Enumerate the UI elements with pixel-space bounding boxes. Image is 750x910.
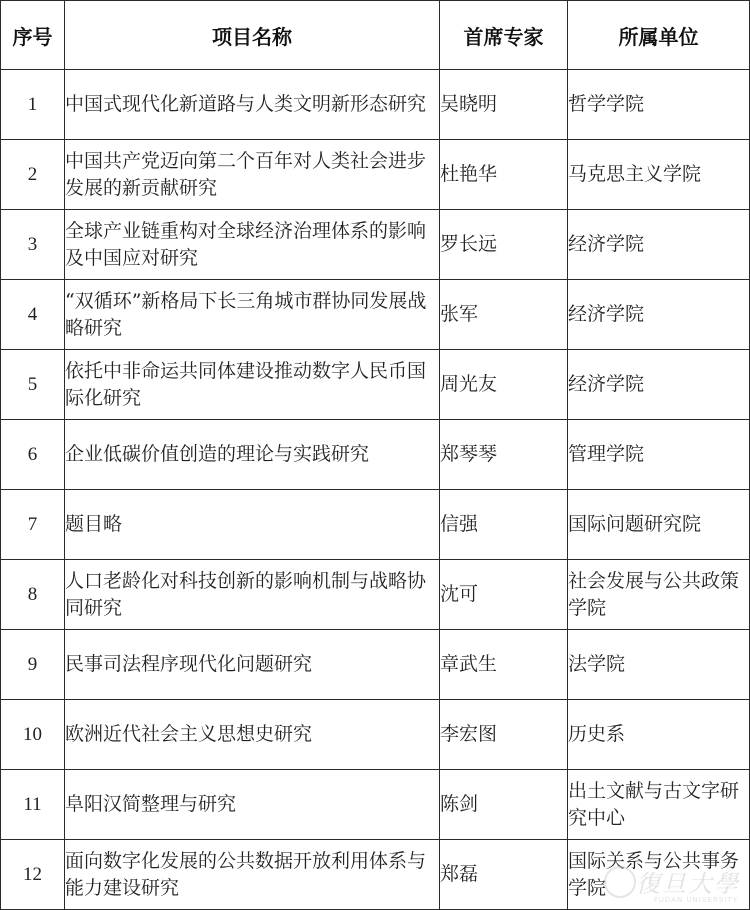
- project-name: 民事司法程序现代化问题研究: [65, 630, 440, 700]
- row-index: 10: [1, 700, 65, 770]
- table-row: [1, 420, 750, 490]
- chief-expert: 章武生: [440, 630, 568, 700]
- chief-expert: 吴晓明: [440, 70, 568, 140]
- affiliated-unit: 法学院: [568, 630, 750, 700]
- row-index: 1: [1, 70, 65, 140]
- row-index: 11: [1, 770, 65, 840]
- header-unit: 所属单位: [568, 1, 750, 70]
- affiliated-unit: 出土文献与古文字研究中心: [568, 770, 750, 840]
- chief-expert: 杜艳华: [440, 140, 568, 210]
- chief-expert: 罗长远: [440, 210, 568, 280]
- table-row: [1, 490, 750, 560]
- affiliated-unit: 经济学院: [568, 280, 750, 350]
- table-row: [1, 210, 750, 280]
- table-row: [1, 140, 750, 210]
- project-name: 题目略: [65, 490, 440, 560]
- project-name: “双循环”新格局下长三角城市群协同发展战略研究: [65, 280, 440, 350]
- table-row: [1, 280, 750, 350]
- project-name: 中国式现代化新道路与人类文明新形态研究: [65, 70, 440, 140]
- header-chief-expert: 首席专家: [440, 1, 568, 70]
- row-index: 2: [1, 140, 65, 210]
- project-name: 面向数字化发展的公共数据开放利用体系与能力建设研究: [65, 840, 440, 910]
- row-index: 9: [1, 630, 65, 700]
- affiliated-unit: 哲学学院: [568, 70, 750, 140]
- chief-expert: 李宏图: [440, 700, 568, 770]
- table-row: [1, 630, 750, 700]
- chief-expert: 张军: [440, 280, 568, 350]
- affiliated-unit: 社会发展与公共政策学院: [568, 560, 750, 630]
- row-index: 6: [1, 420, 65, 490]
- affiliated-unit: 历史系: [568, 700, 750, 770]
- row-index: 12: [1, 840, 65, 910]
- header-project-name: 项目名称: [65, 1, 440, 70]
- chief-expert: 沈可: [440, 560, 568, 630]
- project-name: 全球产业链重构对全球经济治理体系的影响及中国应对研究: [65, 210, 440, 280]
- table-row: [1, 700, 750, 770]
- project-name: 中国共产党迈向第二个百年对人类社会进步发展的新贡献研究: [65, 140, 440, 210]
- project-name: 企业低碳价值创造的理论与实践研究: [65, 420, 440, 490]
- row-index: 7: [1, 490, 65, 560]
- row-index: 4: [1, 280, 65, 350]
- table-row: [1, 840, 750, 910]
- watermark-english: FUDAN UNIVERSITY: [653, 896, 738, 904]
- row-index: 8: [1, 560, 65, 630]
- header-index: 序号: [1, 1, 65, 70]
- table-row: [1, 560, 750, 630]
- project-name: 欧洲近代社会主义思想史研究: [65, 700, 440, 770]
- row-index: 3: [1, 210, 65, 280]
- affiliated-unit: 经济学院: [568, 350, 750, 420]
- project-name: 人口老龄化对科技创新的影响机制与战略协同研究: [65, 560, 440, 630]
- chief-expert: 信强: [440, 490, 568, 560]
- table-row: [1, 770, 750, 840]
- affiliated-unit: 马克思主义学院: [568, 140, 750, 210]
- affiliated-unit: 国际问题研究院: [568, 490, 750, 560]
- table-row: [1, 350, 750, 420]
- affiliated-unit: 经济学院: [568, 210, 750, 280]
- chief-expert: 陈剑: [440, 770, 568, 840]
- row-index: 5: [1, 350, 65, 420]
- chief-expert: 郑琴琴: [440, 420, 568, 490]
- project-name: 依托中非命运共同体建设推动数字人民币国际化研究: [65, 350, 440, 420]
- affiliated-unit: 管理学院: [568, 420, 750, 490]
- project-name: 阜阳汉简整理与研究: [65, 770, 440, 840]
- affiliated-unit: 国际关系与公共事务学院: [568, 840, 750, 910]
- table-row: [1, 70, 750, 140]
- watermark-chinese: 復旦大學: [636, 870, 740, 898]
- table-header-row: [1, 1, 750, 70]
- chief-expert: 周光友: [440, 350, 568, 420]
- chief-expert: 郑磊: [440, 840, 568, 910]
